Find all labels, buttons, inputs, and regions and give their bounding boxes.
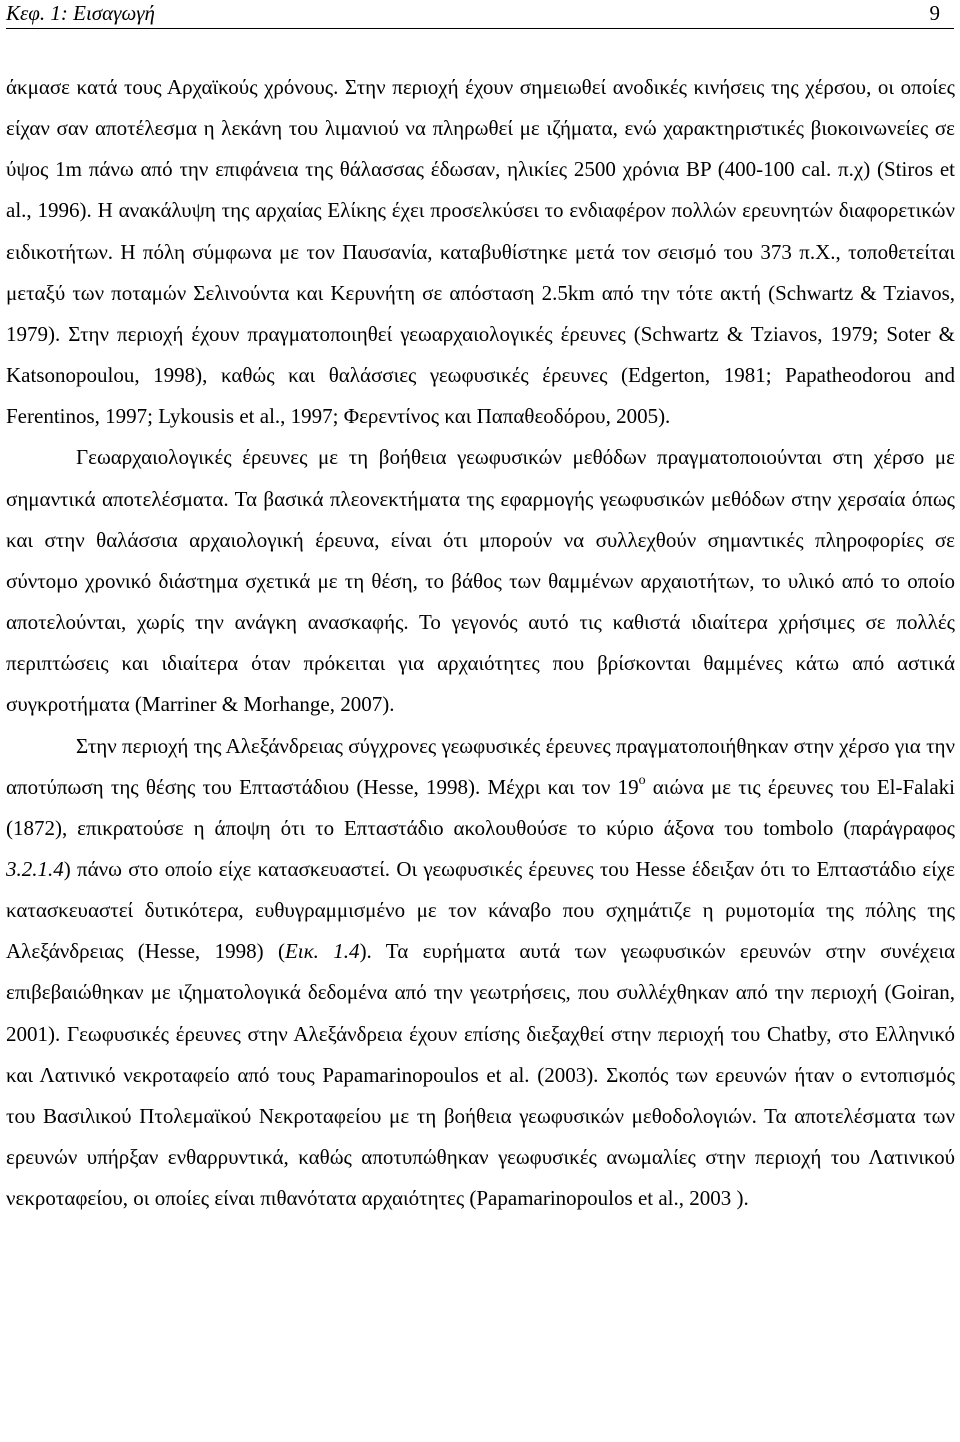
- section-reference: 3.2.1.4: [6, 856, 64, 881]
- paragraph-2: Γεωαρχαιολογικές έρευνες με τη βοήθεια γεωφυσικών μεθόδων πραγματοποιούνται στη χέρσο με σημαντικά αποτελέσματα. Τα βασικά πλεονεκτήματα της εφαρμογής γεωφυσικών μεθόδων στην χερσαία όπως και στην θαλάσσια αρχαιολογική έρευνα, είναι ότι μπορούν να συλλεχθούν σημαντικές πληροφορίες σε σύντομο χρονικό διάστημα σχετικά με τη θέση, το βάθος των θαμμένων αρχαιοτήτων, το υλικό από το οποίο αποτελούνται, χωρίς την ανάγκη ανασκαφής. Το γεγονός αυτό τις καθιστά ιδιαίτερα χρήσιμες σε πολλές περιπτώσεις και ιδιαίτερα όταν πρόκειται για αρχαιότητες που βρίσκονται θαμμένες κάτω από αστικά συγκροτήματα (Marriner & Morhange, 2007).: [6, 445, 955, 717]
- paragraph-3-text-b: αιώνα με τις έρευνες του El-Falaki (1872), επικρατούσε η άποψη ότι το Επταστάδιο ακολουθούσε το κύριο άξονα του tombolo (παράγραφος: [6, 774, 955, 840]
- body-text: [6, 67, 955, 1219]
- figure-reference: Εικ. 1.4: [284, 939, 360, 964]
- paragraph-3-text-d: ). Τα ευρήματα αυτά των γεωφυσικών ερευνών στην συνέχεια επιβεβαιώθηκαν με ιζηματολογικά δεδομένα από την γεωτρήσεις, που συλλέχθηκαν από την περιοχή (Goiran, 2001). Γεωφυσικές έρευνες στην Αλεξάνδρεια έχουν επίσης διεξαχθεί στην περιοχή του Chatby, στο Ελληνικό και Λατινικό νεκροταφείο από τους Papamarinopoulos et al. (2003). Σκοπός των ερευνών ήταν ο εντοπισμός του Βασιλικού Πτολεμαϊκού Νεκροταφείου με τη βοήθεια γεωφυσικών μεθοδολογιών. Τα αποτελέσματα των ερευνών υπήρξαν ενθαρρυντικά, καθώς αποτυπώθηκαν γεωφυσικές ανωμαλίες στην περιοχή του Λατινικού νεκροταφείου, οι οποίες είναι πιθανότατα αρχαιότητες (Papamarinopoulos et al., 2003 ).: [6, 939, 955, 1211]
- header-rule: [6, 28, 954, 29]
- paragraph-3: [6, 726, 955, 1220]
- paragraph-1: άκμασε κατά τους Αρχαϊκούς χρόνους. Στην περιοχή έχουν σημειωθεί ανοδικές κινήσεις της χέρσου, οι οποίες είχαν σαν αποτέλεσμα η λεκάνη του λιμανιού να πληρωθεί με ιζήματα, ενώ χαρακτηριστικές βιοκοινωνείες σε ύψος 1m πάνω από την επιφάνεια της θάλασσας έδωσαν, ηλικίες 2500 χρόνια BP (400-100 cal. π.χ) (Stiros et al., 1996). Η ανακάλυψη της αρχαίας Ελίκης έχει προσελκύσει το ενδιαφέρον πολλών ερευνητών διαφορετικών ειδικοτήτων. Η πόλη σύμφωνα με τον Παυσανία, καταβυθίστηκε μετά τον σεισμό του 373 π.Χ., τοποθετείται μεταξύ των ποταμών Σελινούντα και Κερυνήτη σε απόσταση 2.5km από την τότε ακτή (Schwartz & Tziavos, 1979). Στην περιοχή έχουν πραγματοποιηθεί γεωαρχαιολογικές έρευνες (Schwartz & Tziavos, 1979; Soter & Katsonopoulou, 1998), καθώς και θαλάσσιες γεωφυσικές έρευνες (Edgerton, 1981; Papatheodorou and Ferentinos, 1997; Lykousis et al., 1997; Φερεντίνος και Παπαθεοδόρου, 2005).: [6, 75, 955, 429]
- page-number: 9: [929, 1, 940, 25]
- superscript-ordinal: ο: [638, 772, 646, 788]
- running-header: [6, 0, 952, 28]
- chapter-title: Κεφ. 1: Εισαγωγή: [6, 1, 155, 25]
- paragraph-3-text-c: ) πάνω στο οποίο είχε κατασκευαστεί. Οι γεωφυσικές έρευνες του Hesse έδειξαν ότι το Επταστάδιο είχε κατασκευαστεί δυτικότερα, ευθυγραμμισμένο με τον κάναβο που σχημάτιζε η ρυμοτομία της πόλης της Αλεξάνδρειας (Hesse, 1998) (: [6, 856, 955, 964]
- paragraph-3-text-a: Στην περιοχή της Αλεξάνδρειας σύγχρονες γεωφυσικές έρευνες πραγματοποιήθηκαν στην χέρσο για την αποτύπωση της θέσης του Επταστάδιου (Hesse, 1998). Μέχρι και τον 19: [6, 733, 955, 799]
